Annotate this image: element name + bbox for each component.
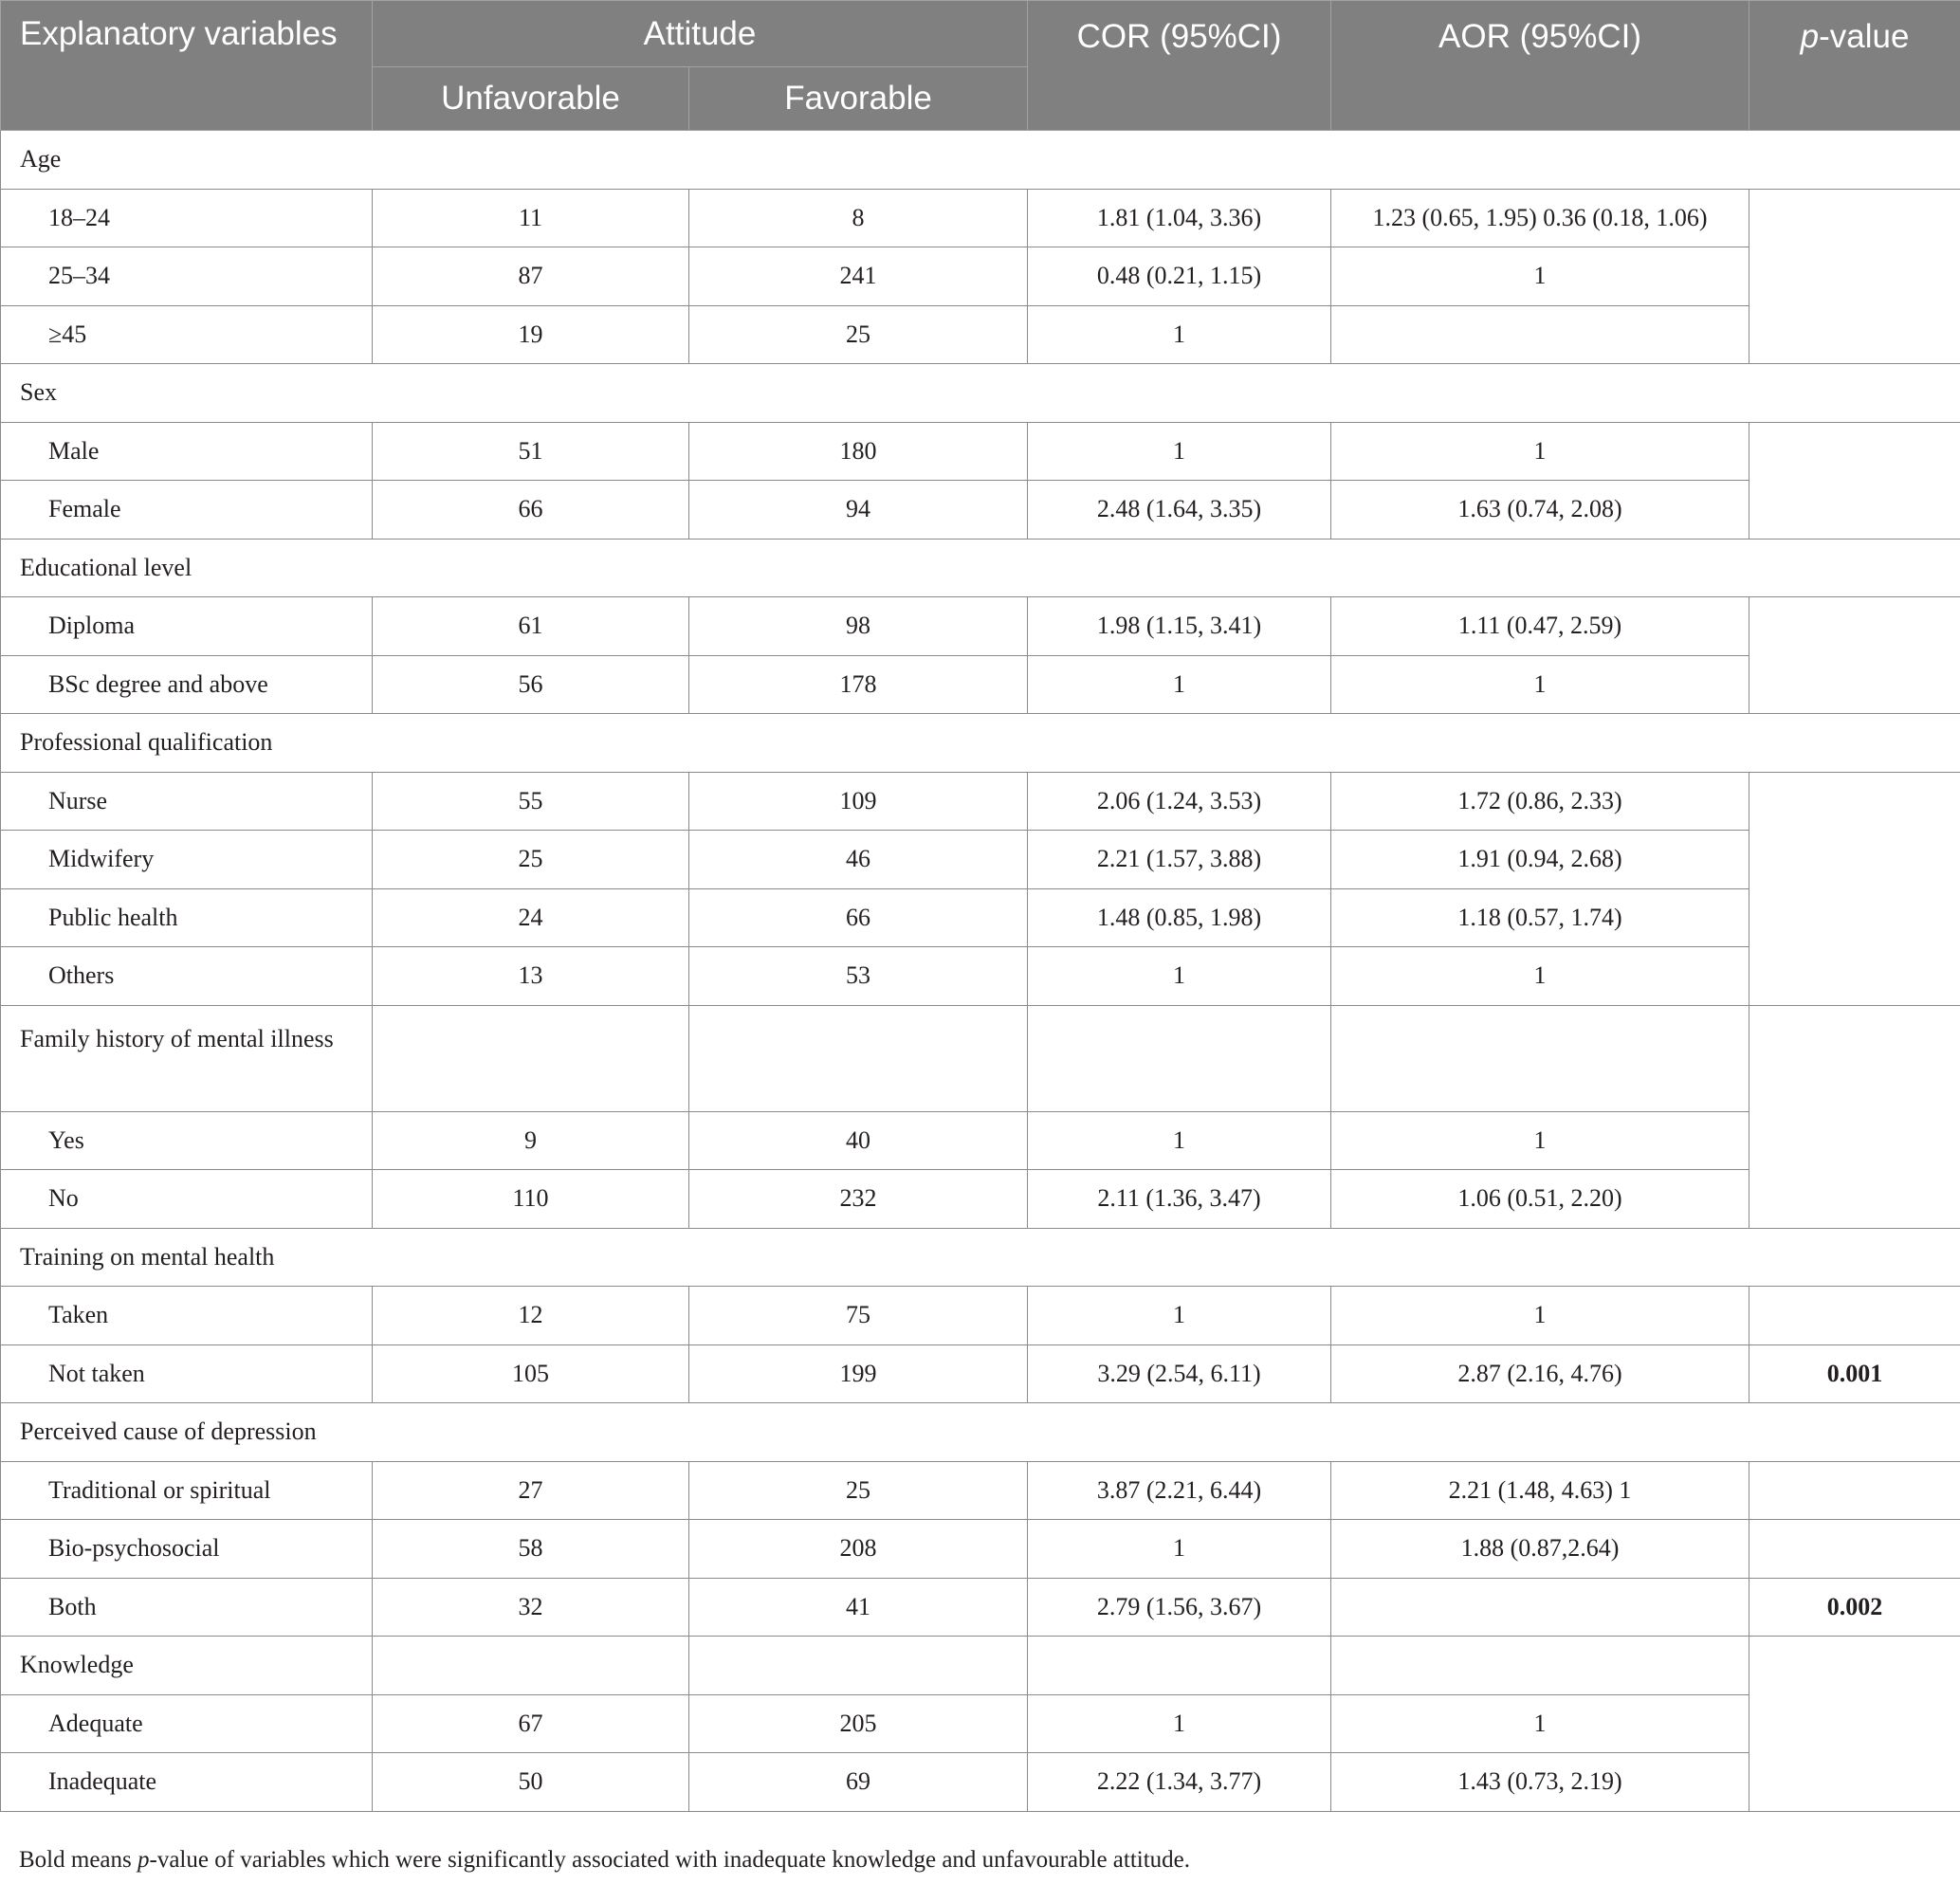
unfavorable-cell: 66 [373,481,689,540]
cor-cell: 2.48 (1.64, 3.35) [1028,481,1331,540]
p-value-cell [1749,1287,1960,1345]
cor-cell: 1 [1028,1694,1331,1753]
aor-cell: 1.91 (0.94, 2.68) [1331,831,1749,889]
row-label: Adequate [1,1694,373,1753]
empty-cell [1331,1637,1749,1695]
row-label: 25–34 [1,247,373,306]
favorable-cell: 25 [689,1461,1028,1520]
table-row [1,1344,1960,1403]
row-label: Female [1,481,373,540]
row-label: Male [1,422,373,481]
favorable-cell: 25 [689,305,1028,364]
aor-cell: 1 [1331,1111,1749,1170]
empty-cell [689,1005,1028,1111]
row-label: ≥45 [1,305,373,364]
unfavorable-cell: 56 [373,655,689,714]
empty-cell [373,1005,689,1111]
aor-cell: 2.87 (2.16, 4.76) [1331,1344,1749,1403]
header-cor: COR (95%CI) [1028,1,1331,131]
table-row [1,305,1960,364]
row-label: Both [1,1578,373,1637]
empty-cell [1331,1005,1749,1111]
favorable-cell: 208 [689,1520,1028,1579]
footnote-italic: p [137,1847,150,1873]
row-label: Taken [1,1287,373,1345]
cor-cell: 2.21 (1.57, 3.88) [1028,831,1331,889]
unfavorable-cell: 58 [373,1520,689,1579]
table-row [1,655,1960,714]
table-row [1,422,1960,481]
favorable-cell: 41 [689,1578,1028,1637]
aor-cell [1331,1578,1749,1637]
unfavorable-cell: 11 [373,189,689,247]
p-value-cell: 0.001 [1749,1344,1960,1403]
header-aor: AOR (95%CI) [1331,1,1749,131]
unfavorable-cell: 51 [373,422,689,481]
unfavorable-cell: 25 [373,831,689,889]
aor-cell [1331,305,1749,364]
row-label: Bio-psychosocial [1,1520,373,1579]
favorable-cell: 199 [689,1344,1028,1403]
row-label: Nurse [1,772,373,831]
unfavorable-cell: 9 [373,1111,689,1170]
group-label: Age [1,131,1960,190]
table-row [1,947,1960,1006]
group-row-education [1,539,1960,597]
header-p-italic: p [1800,18,1820,55]
row-label: Public health [1,888,373,947]
empty-cell [1028,1005,1331,1111]
cor-cell: 1 [1028,655,1331,714]
cor-cell: 3.87 (2.21, 6.44) [1028,1461,1331,1520]
p-value-cell [1749,1461,1960,1520]
table-row [1,1461,1960,1520]
favorable-cell: 94 [689,481,1028,540]
unfavorable-cell: 67 [373,1694,689,1753]
p-value-cell [1749,189,1960,364]
p-value-cell [1749,1520,1960,1579]
table-header [1,1,1960,131]
aor-cell: 1.63 (0.74, 2.08) [1331,481,1749,540]
favorable-cell: 40 [689,1111,1028,1170]
cor-cell: 2.06 (1.24, 3.53) [1028,772,1331,831]
group-label: Educational level [1,539,1960,597]
header-explanatory: Explanatory variables [1,1,373,131]
unfavorable-cell: 110 [373,1170,689,1229]
cor-cell: 1 [1028,947,1331,1006]
table-row [1,189,1960,247]
cor-cell: 2.79 (1.56, 3.67) [1028,1578,1331,1637]
empty-cell [373,1637,689,1695]
header-p-rest: -value [1819,18,1910,55]
row-label: Traditional or spiritual [1,1461,373,1520]
table-row [1,1170,1960,1229]
row-label: Yes [1,1111,373,1170]
aor-cell: 1.43 (0.73, 2.19) [1331,1753,1749,1812]
aor-cell: 1 [1331,1694,1749,1753]
aor-cell: 1 [1331,947,1749,1006]
group-label: Training on mental health [1,1228,1960,1287]
table-row [1,481,1960,540]
header-p-value [1749,1,1960,131]
favorable-cell: 205 [689,1694,1028,1753]
group-row-cause [1,1403,1960,1462]
cor-cell: 1 [1028,1520,1331,1579]
unfavorable-cell: 105 [373,1344,689,1403]
row-label: Inadequate [1,1753,373,1812]
table-body [1,131,1960,1812]
favorable-cell: 98 [689,597,1028,656]
group-label: Sex [1,364,1960,423]
aor-cell: 1.88 (0.87,2.64) [1331,1520,1749,1579]
aor-cell: 1 [1331,655,1749,714]
p-value-cell [1749,422,1960,539]
favorable-cell: 109 [689,772,1028,831]
cor-cell: 1.48 (0.85, 1.98) [1028,888,1331,947]
empty-cell [1028,1637,1331,1695]
cor-cell: 3.29 (2.54, 6.11) [1028,1344,1331,1403]
favorable-cell: 46 [689,831,1028,889]
group-label: Professional qualification [1,714,1960,773]
group-row-age [1,131,1960,190]
favorable-cell: 180 [689,422,1028,481]
cor-cell: 2.22 (1.34, 3.77) [1028,1753,1331,1812]
unfavorable-cell: 19 [373,305,689,364]
table-row [1,1111,1960,1170]
aor-cell: 1.72 (0.86, 2.33) [1331,772,1749,831]
unfavorable-cell: 32 [373,1578,689,1637]
cor-cell: 1 [1028,1111,1331,1170]
unfavorable-cell: 61 [373,597,689,656]
aor-cell: 1.11 (0.47, 2.59) [1331,597,1749,656]
table-row [1,772,1960,831]
cor-cell: 2.11 (1.36, 3.47) [1028,1170,1331,1229]
favorable-cell: 241 [689,247,1028,306]
favorable-cell: 232 [689,1170,1028,1229]
table-row [1,1520,1960,1579]
row-label: Not taken [1,1344,373,1403]
aor-cell: 1.06 (0.51, 2.20) [1331,1170,1749,1229]
cor-cell: 1 [1028,1287,1331,1345]
p-value-cell: 0.002 [1749,1578,1960,1637]
cor-cell: 1.81 (1.04, 3.36) [1028,189,1331,247]
empty-cell [689,1637,1028,1695]
row-label: BSc degree and above [1,655,373,714]
table-row [1,1287,1960,1345]
cor-cell: 1 [1028,305,1331,364]
favorable-cell: 8 [689,189,1028,247]
row-label: 18–24 [1,189,373,247]
group-label: Knowledge [1,1637,373,1695]
p-value-cell [1749,1637,1960,1812]
aor-cell: 1 [1331,247,1749,306]
table-row [1,247,1960,306]
table-row [1,831,1960,889]
footnote-part1: Bold means [19,1847,137,1873]
table-row [1,597,1960,656]
favorable-cell: 66 [689,888,1028,947]
unfavorable-cell: 87 [373,247,689,306]
aor-cell: 1.18 (0.57, 1.74) [1331,888,1749,947]
header-attitude: Attitude [373,1,1028,67]
unfavorable-cell: 24 [373,888,689,947]
header-favorable: Favorable [689,67,1028,131]
aor-cell: 2.21 (1.48, 4.63) 1 [1331,1461,1749,1520]
footnote-part2: -value of variables which were significantly associated with inadequate knowledge and unfavourable attitude. [149,1847,1191,1873]
cor-cell: 1.98 (1.15, 3.41) [1028,597,1331,656]
favorable-cell: 69 [689,1753,1028,1812]
aor-cell: 1 [1331,1287,1749,1345]
p-value-cell [1749,772,1960,1005]
table-row [1,1694,1960,1753]
row-label: Midwifery [1,831,373,889]
group-label: Perceived cause of depression [1,1403,1960,1462]
unfavorable-cell: 27 [373,1461,689,1520]
header-unfavorable: Unfavorable [373,67,689,131]
favorable-cell: 75 [689,1287,1028,1345]
aor-cell: 1 [1331,422,1749,481]
favorable-cell: 178 [689,655,1028,714]
unfavorable-cell: 50 [373,1753,689,1812]
group-row-knowledge [1,1637,1960,1695]
group-row-training [1,1228,1960,1287]
p-value-cell [1749,597,1960,714]
group-row-sex [1,364,1960,423]
cor-cell: 1 [1028,422,1331,481]
table-row [1,1578,1960,1637]
row-label: Others [1,947,373,1006]
row-label: Diploma [1,597,373,656]
group-row-family-history [1,1005,1960,1111]
table-row [1,1753,1960,1812]
table-row [1,888,1960,947]
cor-cell: 0.48 (0.21, 1.15) [1028,247,1331,306]
row-label: No [1,1170,373,1229]
favorable-cell: 53 [689,947,1028,1006]
unfavorable-cell: 55 [373,772,689,831]
unfavorable-cell: 12 [373,1287,689,1345]
unfavorable-cell: 13 [373,947,689,1006]
table-footnote [19,1847,1190,1874]
aor-cell: 1.23 (0.65, 1.95) 0.36 (0.18, 1.06) [1331,189,1749,247]
p-value-cell [1749,1005,1960,1228]
group-label: Family history of mental illness [1,1005,373,1111]
group-row-profession [1,714,1960,773]
